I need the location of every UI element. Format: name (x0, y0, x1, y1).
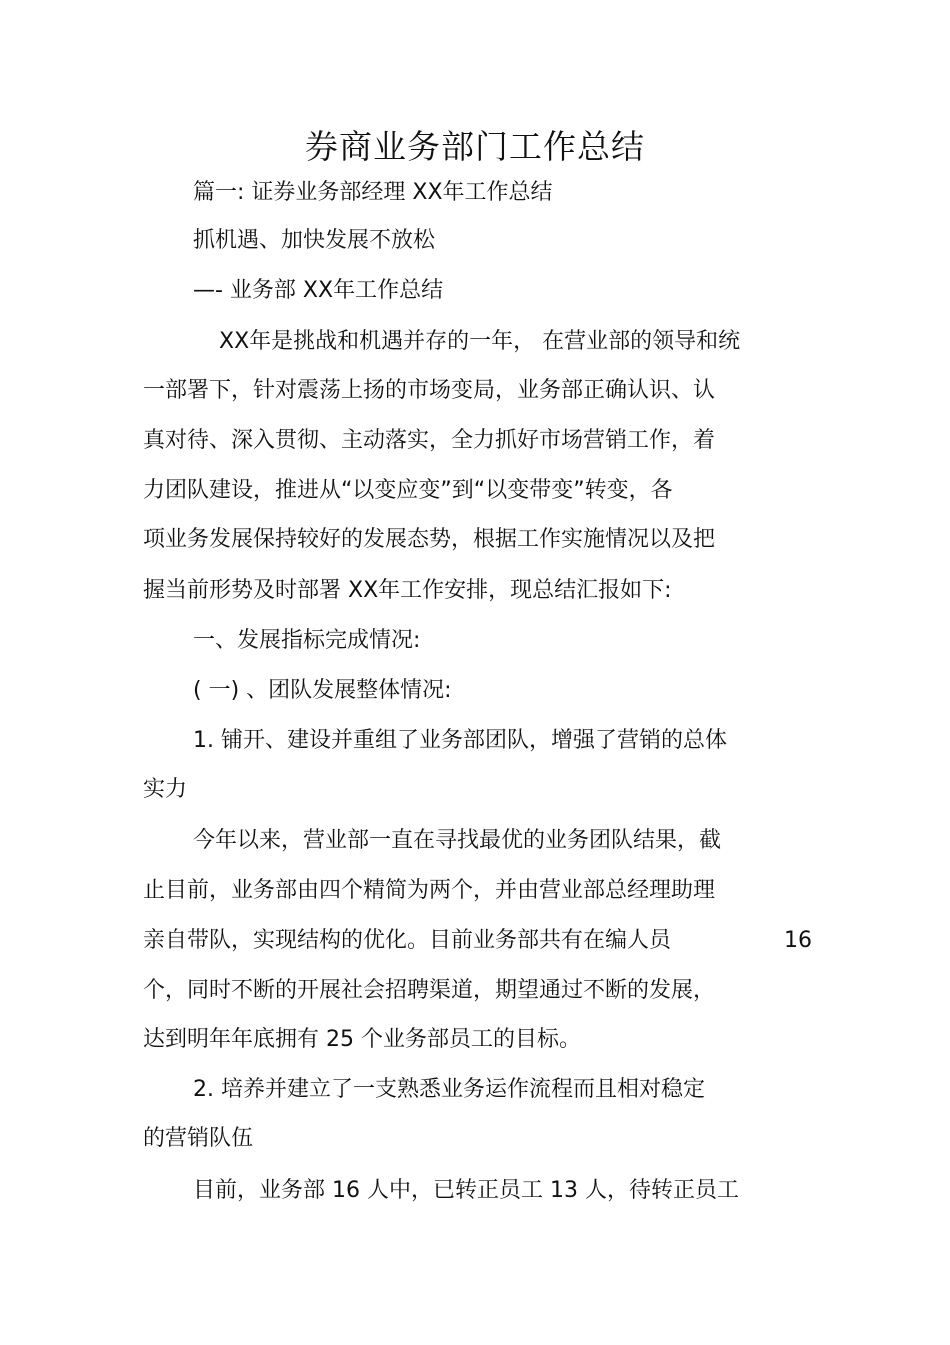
text-line: 个，同时不断的开展社会招聘渠道，期望通过不断的发展， (143, 978, 716, 1003)
text-line: 项业务发展保持较好的发展态势，根据工作实施情况以及把 (143, 527, 716, 552)
subsection-heading: ( 一) 、团队发展整体情况: (193, 678, 452, 703)
staff-count: 16 (784, 928, 812, 953)
document-title: 券商业务部门工作总结 (305, 127, 645, 166)
text-line: 篇一: 证券业务部经理 XX年工作总结 (193, 180, 553, 205)
text-line: —- 业务部 XX年工作总结 (193, 278, 444, 303)
text-line: 握当前形势及时部署 XX年工作安排，现总结汇报如下: (143, 578, 672, 603)
text-line: 的营销队伍 (143, 1126, 254, 1151)
text-line: 抓机遇、加快发展不放松 (193, 228, 436, 253)
text-line: XX年是挑战和机遇并存的一年， 在营业部的领导和统 (219, 329, 741, 354)
text-line: 真对待、深入贯彻、主动落实，全力抓好市场营销工作，着 (143, 428, 716, 453)
text-line: 实力 (143, 777, 188, 802)
text-line: 1. 铺开、建设并重组了业务部团队，增强了营销的总体 (193, 728, 727, 753)
text-line: 目前，业务部 16 人中，已转正员工 13 人，待转正员工 (193, 1178, 739, 1203)
text-line: 力团队建设，推进从“以变应变”到“以变带变”转变，各 (143, 478, 673, 503)
text-line: 达到明年年底拥有 25 个业务部员工的目标。 (143, 1027, 581, 1052)
section-heading: 一、发展指标完成情况: (193, 628, 421, 653)
text-line: 今年以来，营业部一直在寻找最优的业务团队结果，截 (193, 828, 722, 853)
text-line: 亲自带队，实现结构的优化。目前业务部共有在编人员 (143, 928, 672, 953)
text-line: 一部署下，针对震荡上扬的市场变局，业务部正确认识、认 (143, 378, 716, 403)
text-line: 止目前，业务部由四个精简为两个，并由营业部总经理助理 (143, 878, 716, 903)
text-line: 2. 培养并建立了一支熟悉业务运作流程而且相对稳定 (193, 1077, 705, 1102)
